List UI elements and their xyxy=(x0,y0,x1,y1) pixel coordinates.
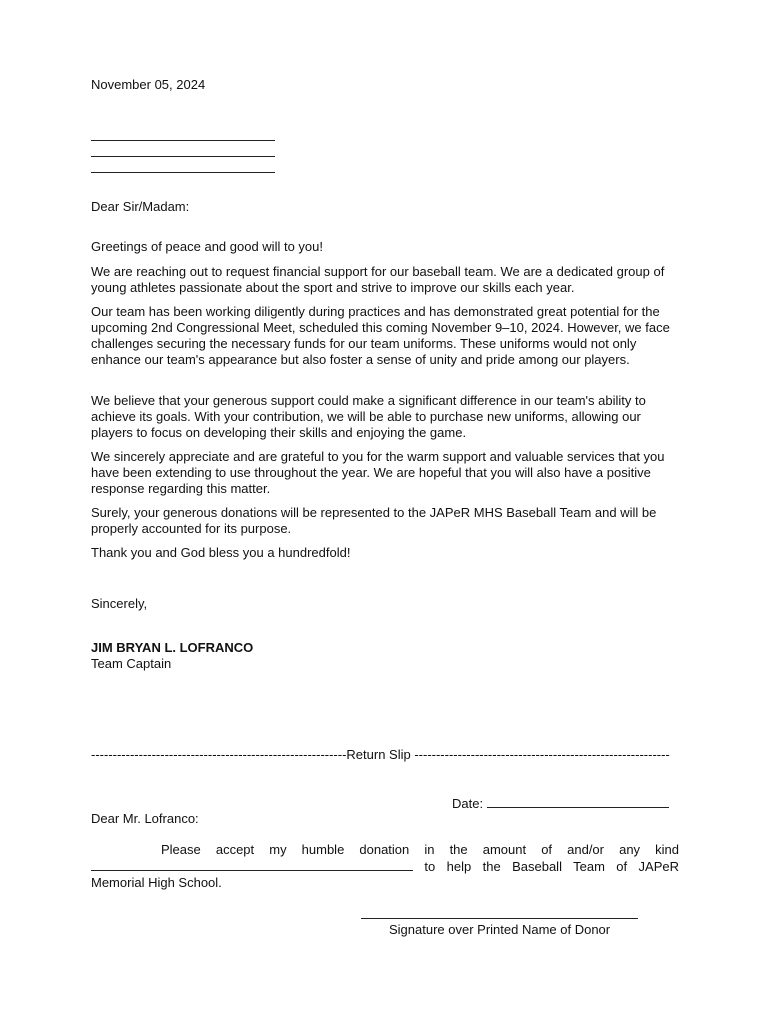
letter-paragraph: Our team has been working diligently during practices and has demonstrated great potential for the upcoming 2nd Congressional Meet, scheduled this coming November 9–10, 2024. However, we face challenges securing the necessary funds for our team uniforms. These uniforms would not only enhance our team's appearance but also foster a sense of unity and pride among our players. xyxy=(91,304,670,367)
return-slip-body-end: to help the Baseball Team of JAPeR Memorial High School. xyxy=(91,859,679,890)
date-label: Date: xyxy=(452,796,484,811)
letter-paragraph: Greetings of peace and good will to you! xyxy=(91,239,323,254)
date-blank-line xyxy=(487,795,669,808)
return-slip-body xyxy=(91,842,679,891)
letter-paragraph: Thank you and God bless you a hundredfold! xyxy=(91,545,351,560)
return-slip-divider: -----------------------------------------------------------Return Slip ----------------------------------------------------------- xyxy=(91,747,670,762)
letter-paragraph: Surely, your generous donations will be represented to the JAPeR MHS Baseball Team and will be properly accounted for its purpose. xyxy=(91,505,657,536)
letter-closing: Sincerely, xyxy=(91,596,148,611)
recipient-blank-line xyxy=(91,172,275,173)
donation-blank-line xyxy=(91,858,413,871)
return-slip-salutation: Dear Mr. Lofranco: xyxy=(91,811,199,826)
recipient-blank-line xyxy=(91,140,275,141)
signer-name: JIM BRYAN L. LOFRANCO xyxy=(91,640,254,655)
donor-signature-caption: Signature over Printed Name of Donor xyxy=(389,922,611,937)
donor-signature-line xyxy=(361,918,638,919)
recipient-blank-line xyxy=(91,156,275,157)
letter-paragraph: We sincerely appreciate and are grateful to you for the warm support and valuable services that you have been extending to use throughout the year. We are hopeful that you will also have a positive response regarding this matter. xyxy=(91,449,665,496)
letter-paragraph: We are reaching out to request financial support for our baseball team. We are a dedicated group of young athletes passionate about the sport and strive to improve our skills each year. xyxy=(91,264,665,295)
letter-date: November 05, 2024 xyxy=(91,77,206,92)
letter-salutation: Dear Sir/Madam: xyxy=(91,199,190,214)
return-slip-date xyxy=(452,795,669,812)
letter-paragraph: We believe that your generous support could make a significant difference in our team's ability to achieve its goals. With your contribution, we will be able to purchase new uniforms, allowing our players to focus on developing their skills and enjoying the game. xyxy=(91,393,646,440)
return-slip-body-start: Please accept my humble donation in the amount of and/or any kind xyxy=(161,842,679,857)
signer-title: Team Captain xyxy=(91,656,172,671)
